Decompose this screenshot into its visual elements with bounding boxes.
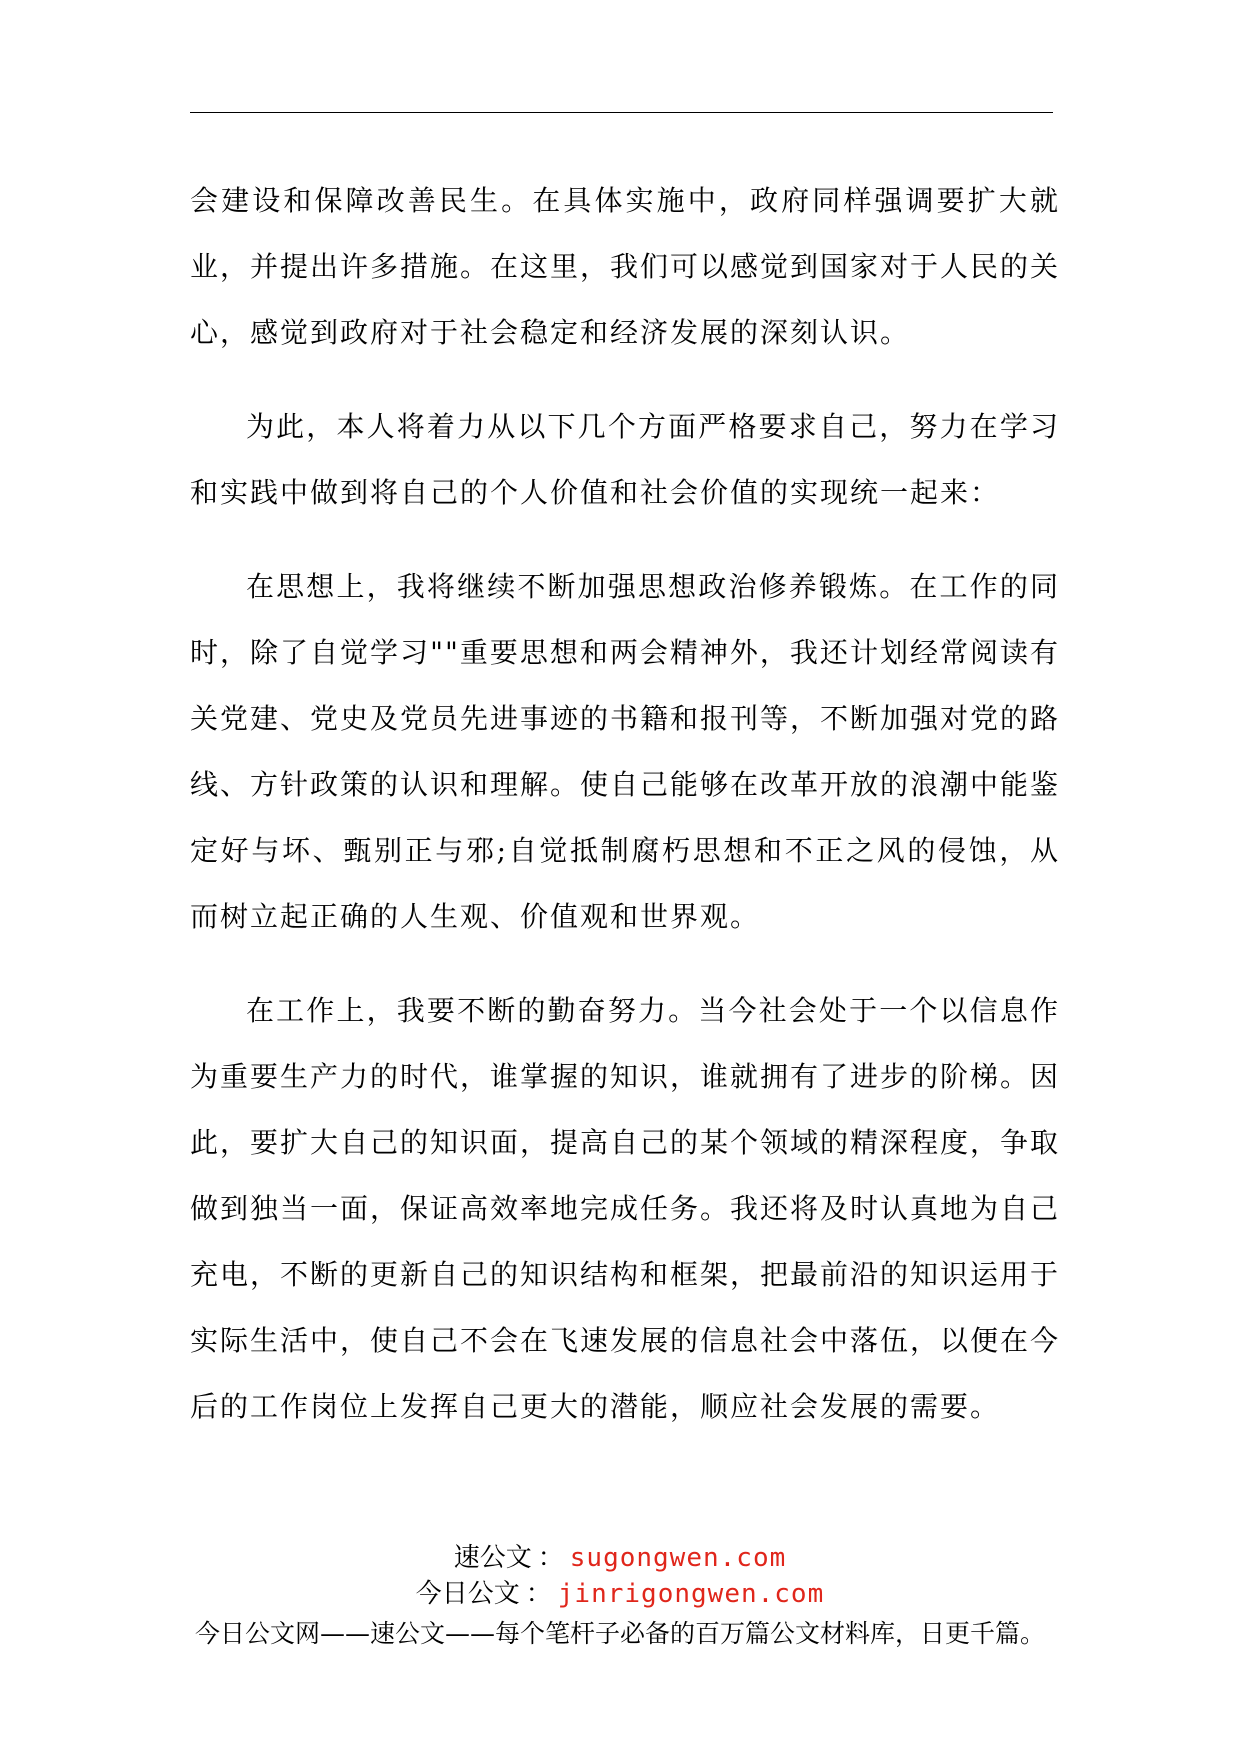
paragraph-2: 为此，本人将着力从以下几个方面严格要求自己，努力在学习和实践中做到将自己的个人价值和社会价值的实现统一起来： [190, 410, 1060, 509]
footer-line-sugongwen [0, 1540, 1240, 1576]
document-body [190, 168, 1060, 1468]
footer [0, 1540, 1240, 1652]
footer-label-jinrigongwen: 今日公文 [415, 1579, 520, 1609]
sugongwen-link[interactable]: sugongwen.com [569, 1543, 787, 1573]
paragraph-3: 在思想上，我将继续不断加强思想政治修养锻炼。在工作的同时，除了自觉学习""重要思想和两会精神外，我还计划经常阅读有关党建、党史及党员先进事迹的书籍和报刊等，不断加强对党的路线、方针政策的认识和理解。使自己能够在改革开放的浪潮中能鉴定好与坏、甄别正与邪;自觉抵制腐朽思想和不正之风的侵蚀，从而树立起正确的人生观、价值观和世界观。 [190, 570, 1061, 933]
footer-separator: ： [525, 1579, 552, 1609]
header-rule [190, 112, 1053, 113]
paragraph-1: 会建设和保障改善民生。在具体实施中，政府同样强调要扩大就业，并提出许多措施。在这里，我们可以感觉到国家对于人民的关心，感觉到政府对于社会稳定和经济发展的深刻认识。 [190, 184, 1061, 349]
paragraph-4: 在工作上，我要不断的勤奋努力。当今社会处于一个以信息作为重要生产力的时代，谁掌握的知识，谁就拥有了进步的阶梯。因此，要扩大自己的知识面，提高自己的某个领域的精深程度，争取做到独当一面，保证高效率地完成任务。我还将及时认真地为自己充电，不断的更新自己的知识结构和框架，把最前沿的知识运用于实际生活中，使自己不会在飞速发展的信息社会中落伍，以便在今后的工作岗位上发挥自己更大的潜能，顺应社会发展的需要。 [190, 994, 1061, 1423]
jinrigongwen-link[interactable]: jinrigongwen.com [557, 1579, 825, 1609]
footer-slogan: 今日公文网——速公文——每个笔杆子必备的百万篇公文材料库，日更千篇。 [194, 1619, 1045, 1648]
footer-label-sugongwen: 速公文 [453, 1543, 532, 1573]
footer-separator: ： [537, 1543, 564, 1573]
footer-line-jinrigongwen [0, 1576, 1240, 1612]
